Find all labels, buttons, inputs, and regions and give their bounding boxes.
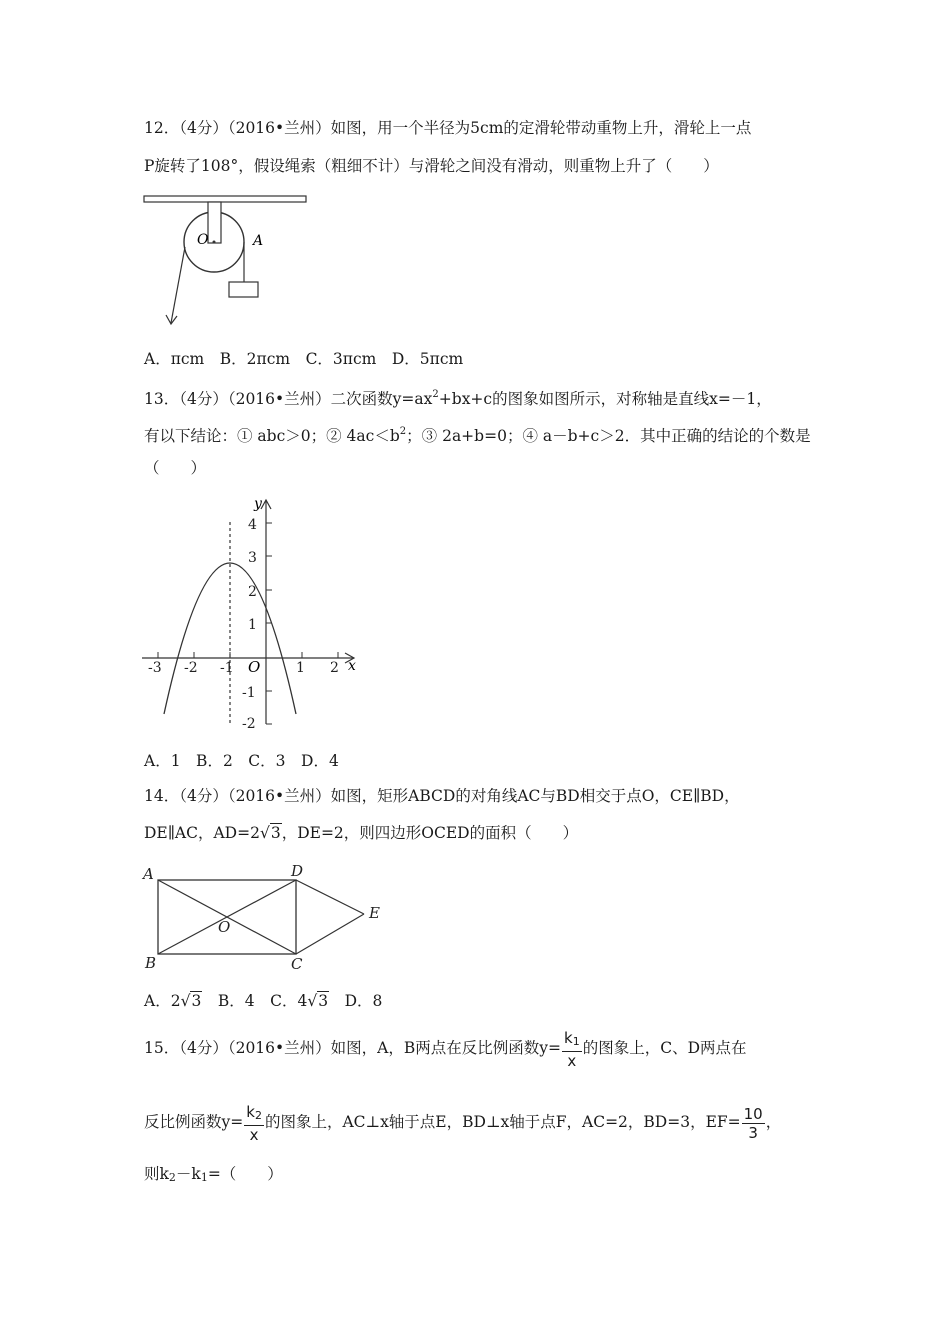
q13-line1 [144, 385, 772, 409]
y-tick-label: -2 [242, 716, 256, 732]
graph-x-label: x [348, 658, 356, 674]
sqrt-symbol: √3 [180, 992, 202, 1010]
fraction-k2-over-x [244, 1103, 264, 1144]
graph-y-label: y [254, 496, 262, 512]
q13-line1-text: 13．（4分）（2016•兰州）二次函数y=ax [144, 390, 433, 408]
frac-num: 10 [743, 1104, 763, 1123]
q14-line2-text-b: ，DE=2，则四边形OCED的面积（ ） [281, 824, 579, 842]
graph-origin: O [248, 658, 261, 676]
sqrt-symbol: √3 [307, 992, 329, 1010]
subscript: 2 [168, 1171, 176, 1184]
q13-line2-text-b: ；③ 2a+b=0；④ a－b+c＞2．其中正确的结论的个数是 [406, 427, 811, 445]
x-tick-label: -1 [220, 660, 234, 676]
label-a: A [143, 865, 154, 883]
q14-opt-a: A．2 [144, 992, 181, 1010]
q15-line2-text-b: 的图象上，AC⊥x轴于点E，BD⊥x轴于点F，AC=2，BD=3，EF= [264, 1113, 741, 1131]
y-tick-label: 1 [248, 617, 257, 633]
q15-line1-text-b: 的图象上，C、D两点在 [582, 1039, 747, 1057]
q15-line3-text-c: =（ ） [207, 1165, 283, 1183]
frac-den: x [249, 1125, 259, 1144]
q15-line1 [144, 1028, 747, 1070]
q13-line2 [144, 422, 811, 446]
label-c: C [291, 955, 303, 973]
frac-sub: 2 [254, 1108, 262, 1122]
q13-line2-text: 有以下结论：① abc＞0；② 4ac＜b [144, 427, 400, 445]
y-tick-label: 4 [248, 517, 257, 533]
frac-num: k [564, 1028, 573, 1047]
radicand: 3 [318, 992, 329, 1010]
x-tick-label: 1 [296, 660, 305, 676]
q14-opt-rest2: D．8 [329, 992, 383, 1010]
x-tick-label: -3 [148, 660, 162, 676]
q15-line1-text: 15．（4分）（2016•兰州）如图，A，B两点在反比例函数y= [144, 1039, 562, 1057]
q12-options: A．πcm B．2πcm C．3πcm D．5πcm [144, 350, 464, 368]
q13-sup2: 2 [399, 426, 407, 437]
frac-den: x [567, 1051, 577, 1070]
pulley-figure [140, 192, 315, 332]
q14-line2 [144, 823, 578, 843]
pulley-label-a: A [253, 233, 264, 249]
q13-line1-text-b: +bx+c的图象如图所示，对称轴是直线x=－1， [438, 390, 772, 408]
y-tick-label: 2 [248, 584, 257, 600]
y-tick-label: -1 [242, 685, 256, 701]
q15-line3-text-b: －k [175, 1165, 201, 1183]
label-e: E [369, 904, 380, 922]
q14-options [144, 991, 382, 1011]
label-o: O [218, 918, 231, 936]
q14-line2-text: DE∥AC，AD=2 [144, 824, 260, 842]
label-b: B [145, 954, 157, 972]
rectangle-figure [140, 860, 390, 975]
q14-line1: 14．（4分）（2016•兰州）如图，矩形ABCD的对角线AC与BD相交于点O，CE∥BD， [144, 787, 740, 805]
fraction-ef [742, 1105, 765, 1142]
y-tick-label: 3 [248, 550, 257, 566]
x-tick-label: 2 [330, 660, 339, 676]
q15-line3-text: 则k [144, 1165, 169, 1183]
label-d: D [291, 862, 304, 880]
frac-sub: 1 [572, 1034, 580, 1048]
q14-opt-rest: B．4 C．4 [202, 992, 308, 1010]
parabola-graph [140, 492, 365, 732]
q13-line3: （ ） [144, 459, 207, 477]
subscript: 1 [200, 1171, 208, 1184]
radicand: 3 [191, 992, 202, 1010]
q15-line2 [144, 1102, 781, 1144]
q15-line2-end: ， [765, 1113, 782, 1131]
pulley-label-o: O [197, 232, 209, 248]
q15-line3 [144, 1164, 283, 1188]
frac-den: 3 [748, 1123, 758, 1142]
radicand: 3 [270, 824, 281, 842]
sqrt-symbol: √3 [259, 824, 281, 842]
fraction-k1-over-x [562, 1029, 582, 1070]
q13-sup: 2 [432, 389, 439, 400]
q15-line2-text: 反比例函数y= [144, 1113, 244, 1131]
q13-options: A．1 B．2 C．3 D．4 [144, 752, 339, 770]
frac-num: k [246, 1102, 255, 1121]
x-tick-label: -2 [184, 660, 198, 676]
q12-line2: P旋转了108°，假设绳索（粗细不计）与滑轮之间没有滑动，则重物上升了（ ） [144, 157, 719, 175]
q12-line1: 12．（4分）（2016•兰州）如图，用一个半径为5cm的定滑轮带动重物上升，滑轮上一点 [144, 119, 752, 137]
